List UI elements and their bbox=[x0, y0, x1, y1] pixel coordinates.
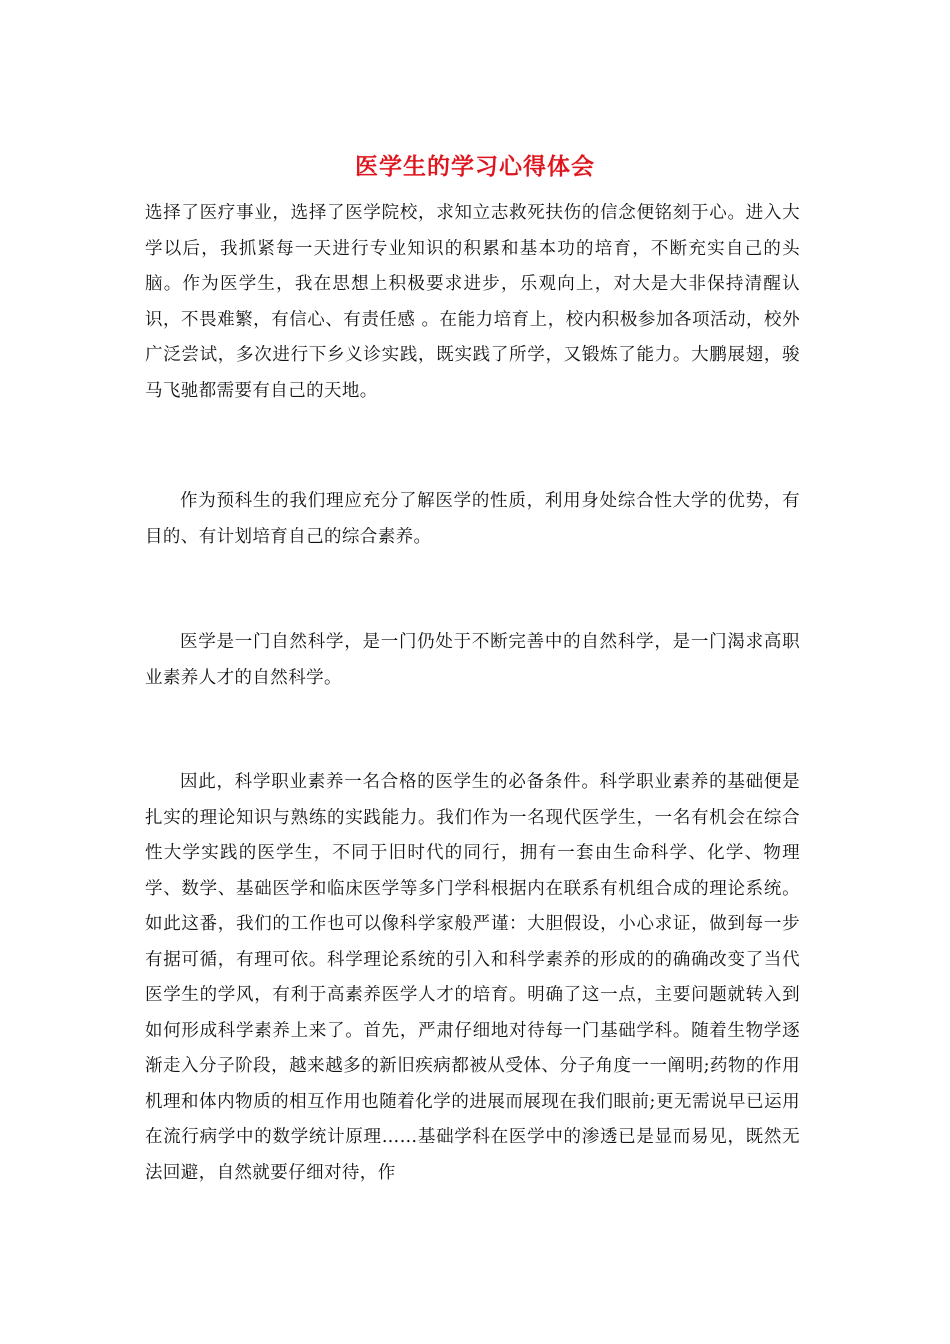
paragraph-medicine-is-natural-science: 医学是一门自然科学，是一门仍处于不断完善中的自然科学，是一门渴求高职业素养人才的自然科学。 bbox=[145, 632, 800, 688]
paragraph-preparatory-student: 作为预科生的我们理应充分了解医学的性质，利用身处综合性大学的优势，有目的、有计划培育自己的综合素养。 bbox=[145, 491, 800, 547]
page-title: 医学生的学习心得体会 bbox=[355, 153, 595, 180]
paragraph-scientific-literacy: 因此，科学职业素养一名合格的医学生的必备条件。科学职业素养的基础便是扎实的理论知识与熟练的实践能力。我们作为一名现代医学生，一名有机会在综合性大学实践的医学生，不同于旧时代的同行，拥有一套由生命科学、化学、物理学、数学、基础医学和临床医学等多门学科根据内在联系有机组合成的理论系统。如此这番，我们的工作也可以像科学家般严谨：大胆假设，小心求证，做到每一步有据可循，有理可依。科学理论系统的引入和科学素养的形成的的确确改变了当代医学生的学风，有利于高素养医学人才的培育。明确了这一点，主要问题就转入到如何形成科学素养上来了。首先，严肃仔细地对待每一门基础学科。随着生物学逐渐走入分子阶段，越来越多的新旧疾病都被从受体、分子角度一一阐明;药物的作用机理和体内物质的相互作用也随着化学的进展而展现在我们眼前;更无需说早已运用在流行病学中的数学统计原理……基础学科在医学中的渗透已是显而易见，既然无法回避，自然就要仔细对待，作 bbox=[145, 772, 800, 1183]
paragraph-choice-of-medicine: 选择了医疗事业，选择了医学院校，求知立志救死扶伤的信念便铭刻于心。进入大学以后，我抓紧每一天进行专业知识的积累和基本功的培育，不断充实自己的头脑。作为医学生，我在思想上积极要求进步，乐观向上，对大是大非保持清醒认识，不畏难繁，有信心、有责任感 。在能力培育上，校内积极参加各项活动，校外广泛尝试，多次进行下乡义诊实践，既实践了所学，又锻炼了能力。大鹏展翅，骏马飞驰都需要有自己的天地。 bbox=[145, 203, 800, 401]
